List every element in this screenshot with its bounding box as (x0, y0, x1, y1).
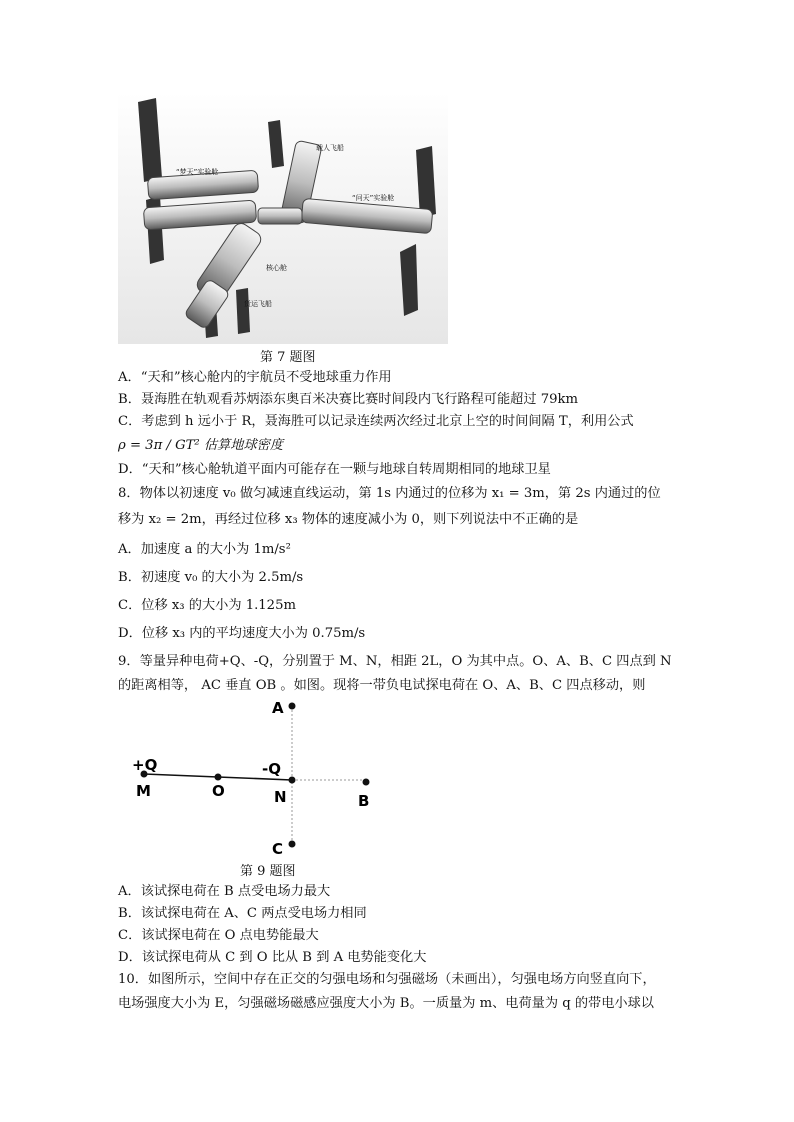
charge-diagram (128, 696, 388, 858)
q7-option-a: A．“天和”核心舱内的宇航员不受地球重力作用 (118, 370, 392, 385)
point-a (289, 703, 296, 710)
label-core-module: 核心舱 (266, 264, 287, 272)
point-o (215, 774, 222, 781)
point-n (289, 777, 296, 784)
q8-stem-line1: 8．物体以初速度 v₀ 做匀减速直线运动，第 1s 内通过的位移为 x₁ = 3m，第 2s 内通过的位 (118, 486, 661, 501)
label-o: O (212, 782, 225, 800)
point-b (363, 779, 370, 786)
q8-stem-line2: 移为 x₂ = 2m，再经过位移 x₃ 物体的速度减小为 0，则下列说法中不正确的是 (118, 512, 579, 527)
label-crewed-ship: 载人飞船 (316, 144, 344, 152)
q9-stem-line1: 9．等量异种电荷+Q、-Q，分别置于 M、N，相距 2L，O 为其中点。O、A、B、C 四点到 N (118, 654, 672, 669)
q7-option-b: B．聂海胜在轨观看苏炳添东奥百米决赛比赛时间段内飞行路程可能超过 79km (118, 392, 578, 407)
q7-option-c-line1: C．考虑到 h 远小于 R，聂海胜可以记录连续两次经过北京上空的时间间隔 T，利用公式 (118, 414, 634, 429)
q7-option-c-formula: ρ = 3π / GT² 估算地球密度 (118, 438, 284, 453)
q7-option-d: D．“天和”核心舱轨道平面内可能存在一颗与地球自转周期相同的地球卫星 (118, 462, 551, 477)
q8-option-b: B．初速度 v₀ 的大小为 2.5m/s (118, 570, 304, 585)
label-n: N (274, 788, 287, 806)
q9-option-a: A．该试探电荷在 B 点受电场力最大 (118, 884, 331, 899)
label-cargo-ship: 货运飞船 (244, 300, 272, 308)
label-c: C (272, 840, 284, 858)
q9-stem-line2: 的距离相等， AC 垂直 OB 。如图。现将一带负电试探电荷在 O、A、B、C 四点移动，则 (118, 678, 646, 693)
q10-stem-line2: 电场强度大小为 E，匀强磁场磁感应强度大小为 B。一质量为 m、电荷量为 q 的带电小球以 (118, 996, 654, 1011)
label-plus-q: +Q (132, 756, 158, 774)
space-station-figure (118, 92, 448, 344)
figure-9-caption: 第 9 题图 (240, 864, 296, 879)
q9-option-d: D．该试探电荷从 C 到 O 比从 B 到 A 电势能变化大 (118, 950, 427, 965)
q8-option-d: D．位移 x₃ 内的平均速度大小为 0.75m/s (118, 626, 366, 641)
q8-option-a: A．加速度 a 的大小为 1m/s² (118, 542, 291, 557)
label-b: B (358, 792, 370, 810)
figure-7-caption: 第 7 题图 (260, 350, 316, 365)
label-minus-q: -Q (262, 760, 281, 778)
q8-option-c: C．位移 x₃ 的大小为 1.125m (118, 598, 296, 613)
label-mengtian: “梦天”实验舱 (176, 168, 219, 176)
label-a: A (272, 699, 284, 717)
label-m: M (136, 782, 151, 800)
q9-option-b: B．该试探电荷在 A、C 两点受电场力相同 (118, 906, 367, 921)
label-wentian: “问天”实验舱 (352, 194, 395, 202)
q10-stem-line1: 10．如图所示，空间中存在正交的匀强电场和匀强磁场（未画出），匀强电场方向竖直向下， (118, 972, 656, 987)
q9-option-c: C．该试探电荷在 O 点电势能最大 (118, 928, 319, 943)
point-c (289, 841, 296, 848)
